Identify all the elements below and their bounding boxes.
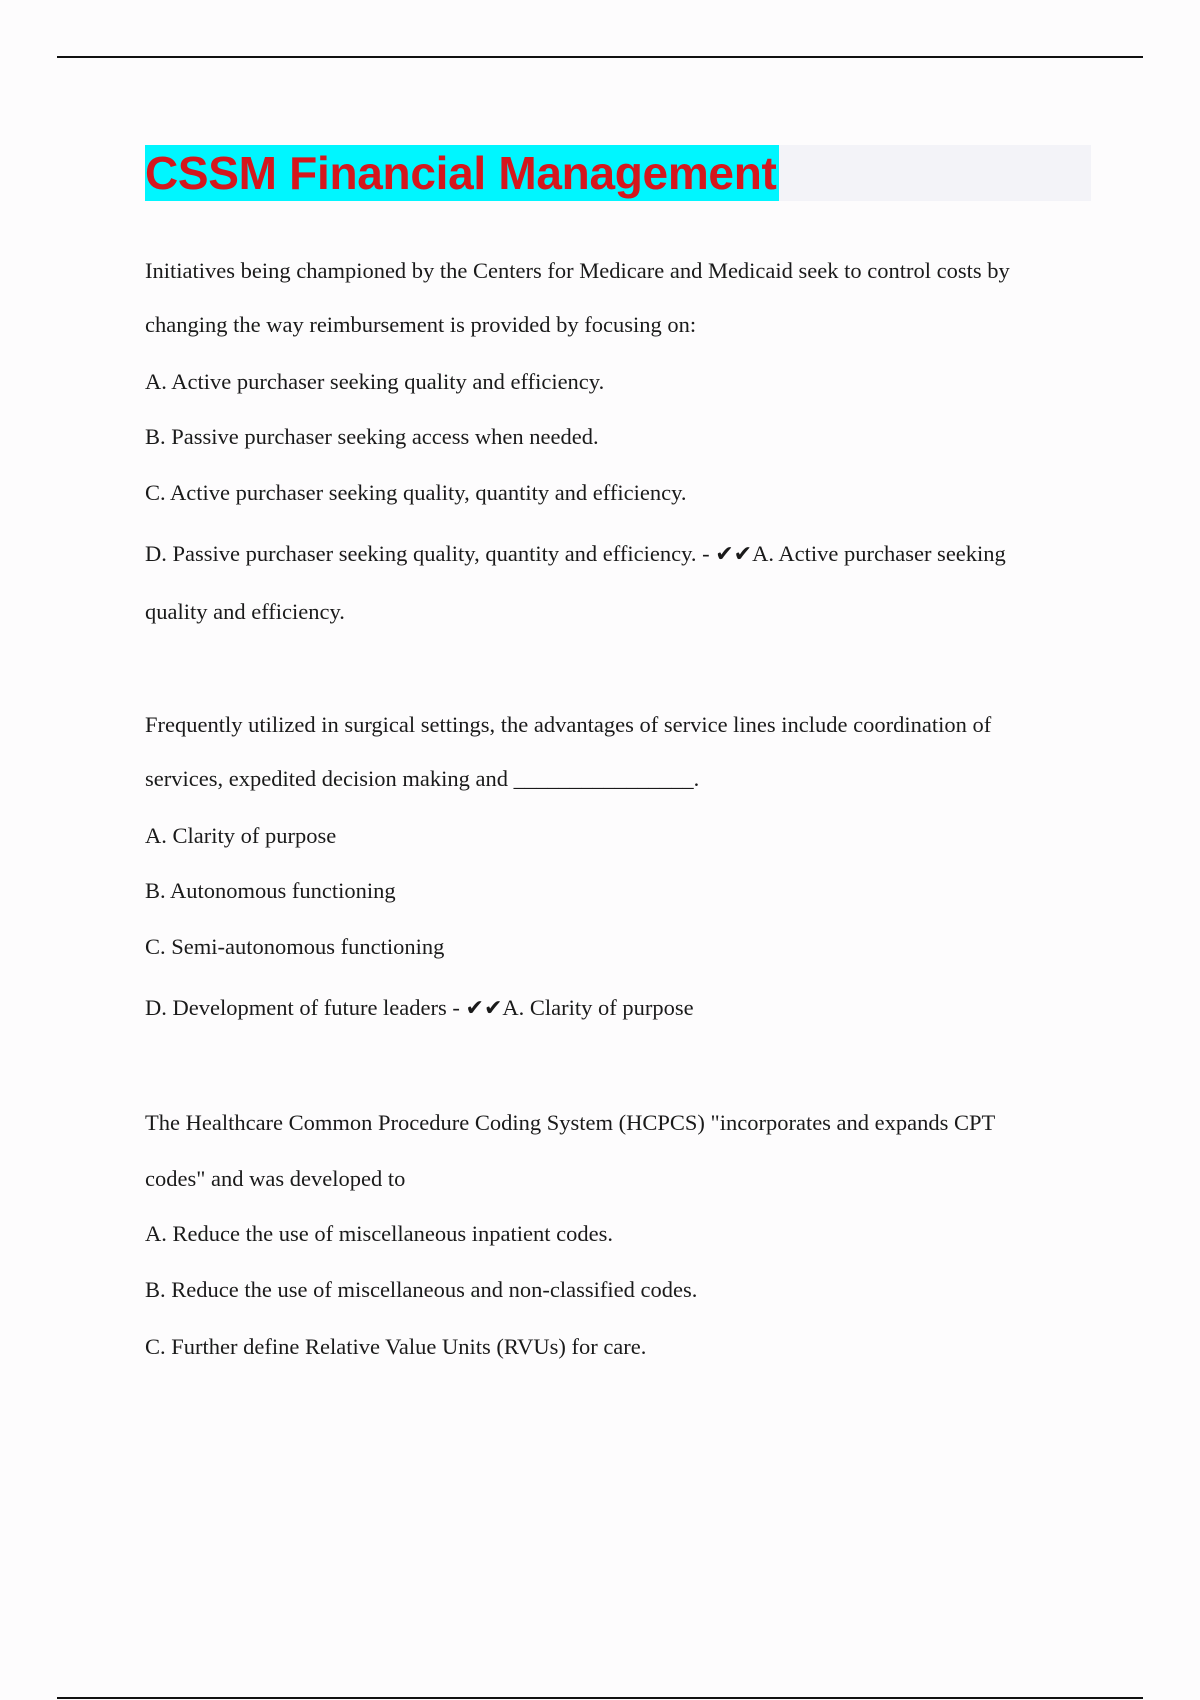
page-title: CSSM Financial Management [145, 147, 777, 199]
question-2-option-c: C. Semi-autonomous functioning [145, 934, 445, 959]
question-2-option-a: A. Clarity of purpose [145, 823, 337, 848]
question-1-option-d [145, 539, 1006, 570]
question-3-option-c: C. Further define Relative Value Units (RVUs) for care. [145, 1334, 647, 1359]
question-1-stem-line-1: Initiatives being championed by the Centers for Medicare and Medicaid seek to control costs by [145, 258, 1010, 283]
question-3-option-a: A. Reduce the use of miscellaneous inpatient codes. [145, 1221, 613, 1246]
question-2-answer: A. Clarity of purpose [502, 995, 694, 1020]
question-1-stem-line-2: changing the way reimbursement is provided by focusing on: [145, 312, 697, 337]
question-2-option-d-text: D. Development of future leaders - [145, 995, 466, 1020]
question-1-option-d-text: D. Passive purchaser seeking quality, quantity and efficiency. - [145, 541, 716, 566]
question-1-answer-continued: quality and efficiency. [145, 599, 345, 624]
question-3-option-b: B. Reduce the use of miscellaneous and non-classified codes. [145, 1277, 698, 1302]
question-2-stem-line-2: services, expedited decision making and ________________. [145, 766, 700, 791]
question-1-answer: A. Active purchaser seeking [752, 541, 1006, 566]
question-2-option-b: B. Autonomous functioning [145, 878, 396, 903]
question-1-option-c: C. Active purchaser seeking quality, quantity and efficiency. [145, 480, 687, 505]
header-rule [57, 56, 1143, 58]
answer-check-icon: ✔✔ [465, 996, 503, 1021]
question-3-stem-line-1: The Healthcare Common Procedure Coding System (HCPCS) "incorporates and expands CPT [145, 1110, 996, 1135]
question-1-option-b: B. Passive purchaser seeking access when needed. [145, 424, 599, 449]
question-3-stem-line-2: codes" and was developed to [145, 1166, 406, 1191]
question-1-option-a: A. Active purchaser seeking quality and efficiency. [145, 369, 605, 394]
question-2-stem-line-1: Frequently utilized in surgical settings, the advantages of service lines include coordination of [145, 712, 992, 737]
question-2-option-d [145, 993, 694, 1024]
footer-rule [57, 1697, 1143, 1699]
answer-check-icon: ✔✔ [715, 542, 753, 567]
